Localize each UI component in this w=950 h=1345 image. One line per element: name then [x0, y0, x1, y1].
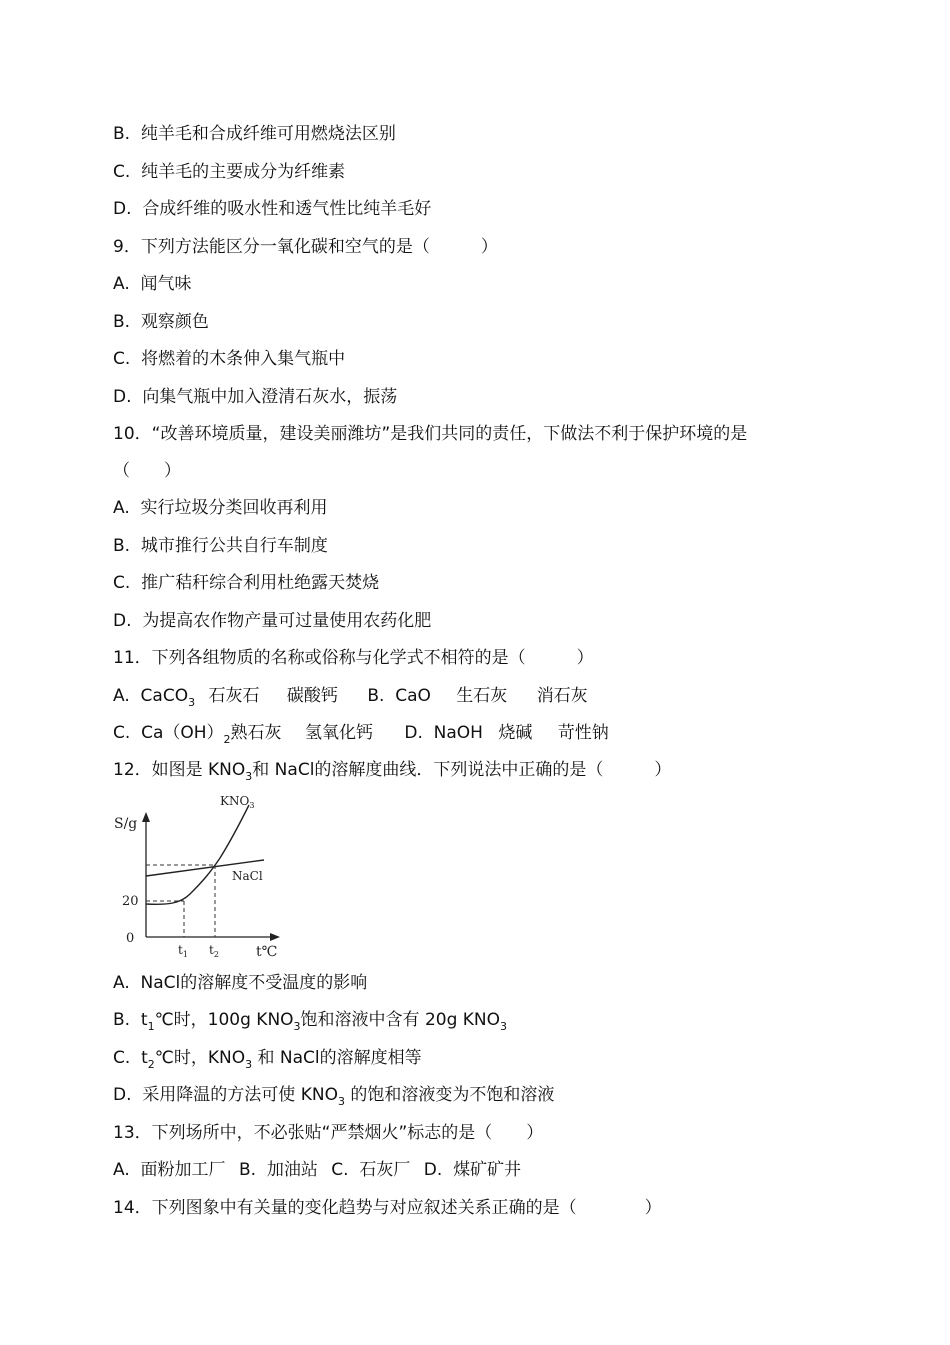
- q12-stem: 12．如图是 $KNO_3$和 NaCl的溶解度曲线．下列说法中正确的是（ ）: [113, 760, 672, 783]
- tick-20: 20: [122, 894, 139, 909]
- q12-option-b: B. $t_1℃$时，100g $KNO_3$饱和溶液中含有 20g $KNO_3$: [113, 1010, 508, 1033]
- solubility-curve-graph: [112, 790, 287, 960]
- q12-option-a: A. NaCl的溶解度不受温度的影响: [113, 973, 368, 993]
- q11-row2: C. $Ca(OH)_2$熟石灰 氢氧化钙 D. NaOH 烧碱 苛性钠: [113, 723, 609, 746]
- q10-stem-line2: （ ）: [113, 461, 181, 481]
- q8-option-b: B. 纯羊毛和合成纤维可用燃烧法区别: [113, 124, 396, 144]
- q11-row1: A. CaCO$_3$ 石灰石 碳酸钙 B. CaO 生石灰 消石灰: [113, 686, 588, 709]
- q12-option-d: D. 采用降温的方法可使 $KNO_3$ 的饱和溶液变为不饱和溶液: [113, 1085, 555, 1108]
- x-axis-label: t℃: [256, 944, 278, 960]
- tick-0: 0: [126, 931, 135, 946]
- q10-option-d: D. 为提高农作物产量可过量使用农药化肥: [113, 611, 432, 631]
- q10-option-c: C. 推广秸秆综合利用杜绝露天焚烧: [113, 573, 380, 593]
- q10-option-a: A. 实行垃圾分类回收再利用: [113, 498, 328, 518]
- q8-option-c: C. 纯羊毛的主要成分为纤维素: [113, 162, 346, 182]
- q10-option-b: B. 城市推行公共自行车制度: [113, 536, 328, 556]
- q11-stem: 11．下列各组物质的名称或俗称与化学式不相符的是（ ）: [113, 648, 594, 668]
- tick-t1: $t_1$: [178, 943, 188, 959]
- q9-option-c: C. 将燃着的木条伸入集气瓶中: [113, 349, 346, 369]
- y-axis-arrow: [142, 812, 150, 822]
- q9-option-a: A. 闻气味: [113, 274, 192, 294]
- q13-options: A. 面粉加工厂 B. 加油站 C. 石灰厂 D. 煤矿矿井: [113, 1160, 522, 1180]
- kno3-label: $KNO_3$: [220, 794, 255, 810]
- q9-option-d: D. 向集气瓶中加入澄清石灰水，振荡: [113, 387, 398, 407]
- nacl-label: NaCl: [232, 869, 263, 883]
- q14-stem: 14．下列图象中有关量的变化趋势与对应叙述关系正确的是（ ）: [113, 1198, 662, 1218]
- q9-option-b: B. 观察颜色: [113, 312, 209, 332]
- y-axis-label: S/g: [114, 816, 138, 832]
- q12-option-c: C. $t_2℃$时，$KNO_3$ 和 NaCl的溶解度相等: [113, 1048, 422, 1071]
- kno3-curve: [146, 805, 249, 904]
- x-axis-arrow: [270, 933, 280, 941]
- q10-stem-line1: 10．“改善环境质量，建设美丽潍坊”是我们共同的责任，下做法不利于保护环境的是: [113, 424, 748, 444]
- q9-stem: 9．下列方法能区分一氧化碳和空气的是（ ）: [113, 237, 498, 257]
- q8-option-d: D. 合成纤维的吸水性和透气性比纯羊毛好: [113, 199, 432, 219]
- tick-t2: $t_2$: [209, 943, 219, 959]
- q13-stem: 13．下列场所中，不必张贴“严禁烟火”标志的是（ ）: [113, 1123, 544, 1143]
